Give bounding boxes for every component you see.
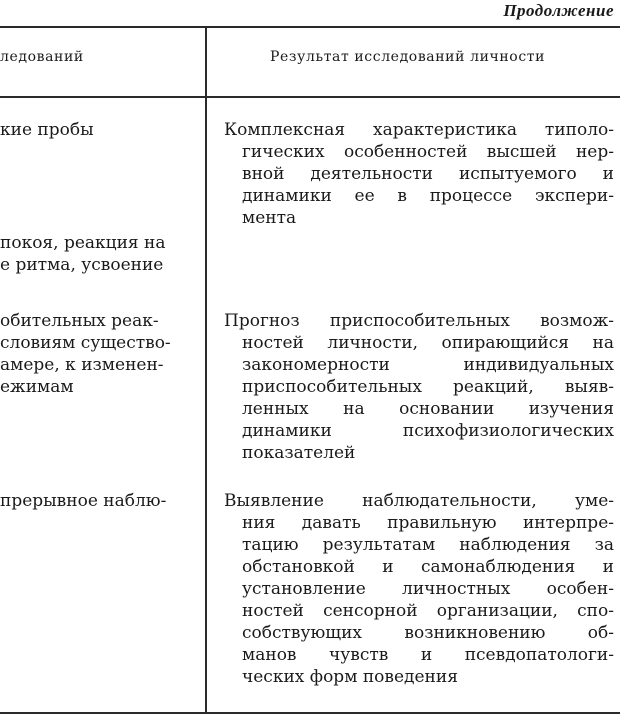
left-cell-line: кие пробы [0, 120, 94, 140]
right-cell-line: приспособительных реакций, выяв- [242, 377, 614, 397]
right-cell-line: обстановкой и самонаблюдения и [242, 557, 614, 577]
bottom-rule [0, 712, 620, 714]
right-cell-line: вной деятельности испытуемого и [242, 164, 614, 184]
right-cell-line: манов чувств и псевдопатологи- [242, 645, 614, 665]
column-header-left: ледований [0, 49, 84, 65]
right-cell-line: установление личностных особен- [242, 579, 614, 599]
right-cell-line: Прогноз приспособительных возмож- [224, 311, 614, 331]
right-cell [224, 490, 614, 688]
column-divider-header [205, 26, 207, 97]
column-header-right: Результат исследований личности [270, 49, 546, 65]
right-cell-line: гических особенностей высшей нер- [242, 142, 614, 162]
right-cell-line: ностей личности, опирающийся на [242, 333, 614, 353]
right-cell-line: Комплексная характеристика типоло- [224, 120, 614, 140]
right-cell [224, 310, 614, 464]
right-cell-line: закономерности индивидуальных [242, 355, 614, 375]
right-cell-line: Выявление наблюдательности, уме- [224, 491, 614, 511]
column-divider-body [205, 96, 207, 713]
left-cell-line: прерывное наблю- [0, 491, 167, 511]
right-cell-line: показателей [242, 443, 356, 463]
right-cell-line: динамики психофизиологических [242, 421, 614, 441]
left-cell-line: е ритма, усвоение [0, 255, 164, 275]
left-cell-line: ежимам [0, 377, 74, 397]
right-cell [224, 119, 614, 229]
right-cell-line: динамики ее в процессе экспери- [242, 186, 614, 206]
left-cell-line: обительных реак- [0, 311, 159, 331]
right-cell-line: ния давать правильную интерпре- [242, 513, 614, 533]
top-rule [0, 26, 620, 28]
left-cell-line: покоя, реакция на [0, 233, 166, 253]
right-cell-line: ленных на основании изучения [242, 399, 614, 419]
right-cell-line: мента [242, 208, 297, 228]
right-cell-line: ческих форм поведения [242, 667, 458, 687]
right-cell-line: ностей сенсорной организации, спо- [242, 601, 614, 621]
left-cell-line: амере, к изменен- [0, 355, 164, 375]
continuation-label: Продолжение [503, 1, 614, 20]
left-cell-line: словиям существо- [0, 333, 171, 353]
right-cell-line: тацию результатам наблюдения за [242, 535, 614, 555]
header-rule [0, 96, 620, 98]
right-cell-line: собствующих возникновению об- [242, 623, 614, 643]
